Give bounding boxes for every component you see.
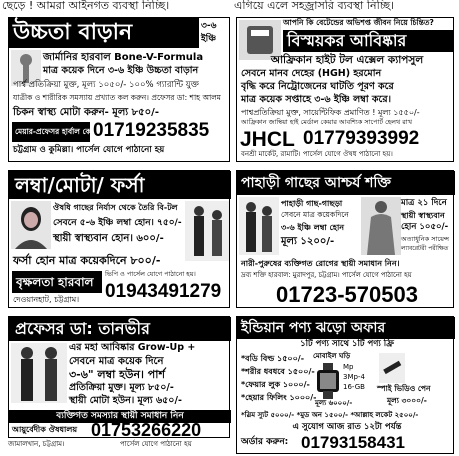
ad6-mobile-spec2: 3Mp-4 xyxy=(343,373,365,381)
ad3-title: লম্বা/মোটা/ ফর্সা xyxy=(15,173,145,197)
ad2-intro: আপনি কি বেটেন্ডের অভিশপ্ত জীবন নিয়ে চিন্তিত? xyxy=(283,18,434,27)
ad3-line1: ঔষধি গাছের নির্যাস থেকে তৈরি বি-টল xyxy=(53,203,178,212)
ad6-phone: 01793158431 xyxy=(301,433,406,452)
ad2-title-bar xyxy=(283,30,453,52)
ad2-line4: পাশ্বপ্রতিক্রিয়া মুক্ত, সায়েন্টিফিক প্রমাণিত ! মূল্য ১৫৫০/- xyxy=(241,108,420,117)
ad3-woman-photo xyxy=(11,201,51,249)
ad5-footer: পার্সেল যোগে পাঠানো হয় xyxy=(120,440,192,448)
ad5-bar: ব্যক্তিগত সমস্যার স্থায়ী সমাধান নিন xyxy=(9,410,231,423)
ad6-item-1: *শরীর ধবধবে ১৫০০/- xyxy=(241,367,315,376)
ad1-title: উচ্চতা বাড়ান xyxy=(13,20,133,45)
ad1-line3: পার্শ্ব প্রতিক্রিয়া মুক্ত, মূল্য ১০৫০/- ১০০% গ্যারান্টি যুক্ত xyxy=(13,80,199,90)
ad-height-increase xyxy=(8,17,230,162)
top-strip-right: এগিয়ে এলে সহজ্রাসরি ব্যবস্থা নিচ্ছি। xyxy=(234,0,395,12)
ad1-title-badge: ৩-৬ ইঞ্চি xyxy=(201,21,217,44)
ad4-muscle-photo xyxy=(361,197,401,255)
ad4-line1: পাহাড়ী গাছ-গাছড়া xyxy=(281,199,343,208)
ad-indian-product-offer xyxy=(236,316,454,454)
ad6-mobile-spec1: Mp xyxy=(343,363,354,371)
ad-professor-tanvir xyxy=(8,316,230,438)
ad5-line4: স্থায়ী মোটা হউন। মূল্য ৬৫০/- xyxy=(69,395,182,406)
ad4-line2: সেবনে মাত্র কয়েকদিনে xyxy=(281,210,349,219)
ad1-footer: চট্টগ্রাম ও কুমিল্লা। পার্সেল যোগে পাঠানো হয় xyxy=(13,145,165,155)
ad6-title: ইন্ডিয়ান পণ্য ঝড়ো অফার xyxy=(241,320,386,336)
ad2-brand: JHCL xyxy=(240,128,295,151)
ad1-line2: মাত্র কয়েক দিনে ৩-৬ ইঞ্চি উচ্চতা বাড়ান xyxy=(43,65,199,76)
ad3-title-bar xyxy=(9,171,231,199)
ad4-line5: নারী-পুরুষের ব্যক্তিগত রোগের স্থায়ী সমাধান নিন। xyxy=(241,259,400,268)
ad2-phone: 01779393992 xyxy=(303,128,420,149)
ad3-line3: স্থায়ী স্বাস্থ্যবান হোন। ৬০০/- xyxy=(53,233,164,244)
ad2-line1: সেবনে মানব দেহের (HGH) হরমোন xyxy=(241,68,382,79)
ad5-address: জামালখান, চট্টগ্রাম। xyxy=(8,440,65,448)
ad5-brand: আয়ুর্বেদীক ঔষধালয় xyxy=(12,425,78,434)
ad5-line1: সেবনে মাত্র কয়েক দিনে xyxy=(69,356,164,367)
ad2-line5: আফ্রিকান জাম্বিয়া হাই মের্ডাল কেয়ার আবশ্যিক সাপোর্ট হেলথ রাখ xyxy=(241,118,412,126)
ad5-men-photo xyxy=(11,343,67,403)
ad4-men-photo xyxy=(239,197,279,255)
ad4-line6: দ্রব্য শক্তি হারবাল: মুরাদপুর, চট্টগ্রাম। পার্সেল যোগে পাঠানো হয় xyxy=(241,271,412,279)
ad5-title-bar xyxy=(9,317,231,341)
ad6-title-bar xyxy=(237,317,455,339)
ad2-line3: মাত্র কয়েক সপ্তাহে ৩-৬ ইঞ্চি লম্বা করে। xyxy=(241,94,391,105)
ad3-phone: 01943491279 xyxy=(105,281,222,302)
ad6-mobile-label: মোবাইল ঘড়ি xyxy=(313,352,351,360)
ad5-line3: প্রতিক্রিয়া মুক্ত। মূল্য ৮৫০/- xyxy=(69,382,174,393)
ad6-order-label: অর্ডার করুন: xyxy=(241,437,289,447)
ad1-line4: যাত্রীক ও শারীরিক সমস্যায় প্রখ্যাত কল করুন। প্রফেসর ডা: শাহ আলম xyxy=(13,93,221,102)
ad4-right1: মাত্র ২১ দিনে xyxy=(401,198,447,208)
ad6-item-3: *হেয়ার ফিলিং ১০০০/- xyxy=(241,393,317,402)
ad3-line2: সেবনে ৫-৬ ইঞ্চি লম্বা হোন। ৭৫০/- xyxy=(53,218,182,228)
ad4-right4: অত্যাধুনিক সায়েন্স xyxy=(401,235,450,243)
ad1-contact-label: মেয়ার-প্রফেসর হার্বাল কেয়ার xyxy=(12,122,90,142)
ad4-phone: 01723-570503 xyxy=(276,282,418,307)
ad2-line2: বৃদ্ধি করে নিট্রোজেনের ঘাটতি পূরণ করে xyxy=(241,81,394,92)
ad3-address: দেওয়ানহাট, চট্টগ্রাম। xyxy=(13,295,80,304)
ad-amazing-discovery xyxy=(236,17,454,162)
ad3-contact-sub: ভিপি ও পার্সেল যোগে পাঠানো হয়। xyxy=(105,270,196,278)
ad6-item-0: *বডি বিল্ড ১৫০০/- xyxy=(241,354,305,363)
ad6-watch-phone-icon xyxy=(315,363,341,399)
ad6-mobile-spec3: 16-GB xyxy=(343,383,365,391)
ad4-line3: ৩-৬ ইঞ্চি লম্বা হোন xyxy=(281,223,345,232)
ad6-subtitle: ১টি পণ্য সাথে ১টি পণ্য ফ্রি xyxy=(300,339,394,349)
ad1-title-bar xyxy=(9,18,199,48)
ad5-phone: 01753266220 xyxy=(91,420,202,440)
ad6-mobile-price: মূল্য ৬০০০/- xyxy=(315,399,353,407)
ad1-phone: 01719235835 xyxy=(93,120,210,141)
ad6-line6: এ সুযোগ আজ রাত ১২টা পর্যন্ত xyxy=(292,422,402,432)
ad4-title-bar xyxy=(237,171,455,195)
ad2-subtitle: আফ্রিকান হাইট টল এক্সেল ক্যাপসুল xyxy=(270,54,424,66)
ad6-spy-price: মূল্য ৩০০০/- xyxy=(387,396,427,405)
ad5-subtitle: এর মহা আবিষ্কার Grow-Up + xyxy=(69,342,196,353)
ad1-line5: চিকন স্বাস্থ্য মোটা করুন- মূল্য ৮৫০/- xyxy=(13,107,159,118)
ad4-title: পাহাড়ী গাছের আশ্চর্য শক্তি xyxy=(241,175,392,191)
ad-hill-tree-power xyxy=(236,170,454,308)
ad-tall-fat-fair xyxy=(8,170,230,308)
ad6-spy-pen-icon xyxy=(379,353,405,383)
ad4-line4: মূল্য ১২০০/- xyxy=(281,236,335,247)
ad4-right5: ল্যাবরেটরী পরীক্ষিত xyxy=(401,245,449,252)
ad3-contact-label: বৃক্ষলতা হারবাল xyxy=(12,271,102,293)
ad4-right3: হোন ১০৫০/- xyxy=(401,222,449,232)
ad5-title: প্রফেসর ডা: তানভীর xyxy=(15,319,150,338)
ad1-line1: জার্মানির হারবাল Bone-V-Formula xyxy=(43,52,204,63)
ad6-spy-label: স্পাই ভিডিও পেন xyxy=(377,384,431,393)
ad6-line5: *স্লিম স্যুট ৫০০০/- *মুড অন ১৫০০/- *আল্লাহ লকেট ২৫০০/- xyxy=(241,411,419,419)
ad4-right2: স্থায়ী স্বাস্থ্যবান xyxy=(401,211,445,220)
ad3-men-photo xyxy=(185,201,229,261)
ad3-line4: ফর্সা হোন মাত্র কয়েকদিনে ৮০০/- xyxy=(13,254,161,267)
ad2-footer: বনশ্রী মার্কেট, রামাটি। পার্সেল যোগে ঔষধ পাঠানো হয়। xyxy=(241,150,393,158)
ad5-line2: ৩-৬" লম্বা হউন। পার্শ xyxy=(69,368,165,381)
ad2-title: বিস্ময়কর আবিষ্কার xyxy=(287,31,407,50)
top-strip-left: ছেড়ে ! আমরা আইনগত ব্যবস্থা নিচ্ছি। xyxy=(2,0,170,12)
ad6-item-2: *ফেয়ার লুক ১০০০/- xyxy=(241,380,310,389)
